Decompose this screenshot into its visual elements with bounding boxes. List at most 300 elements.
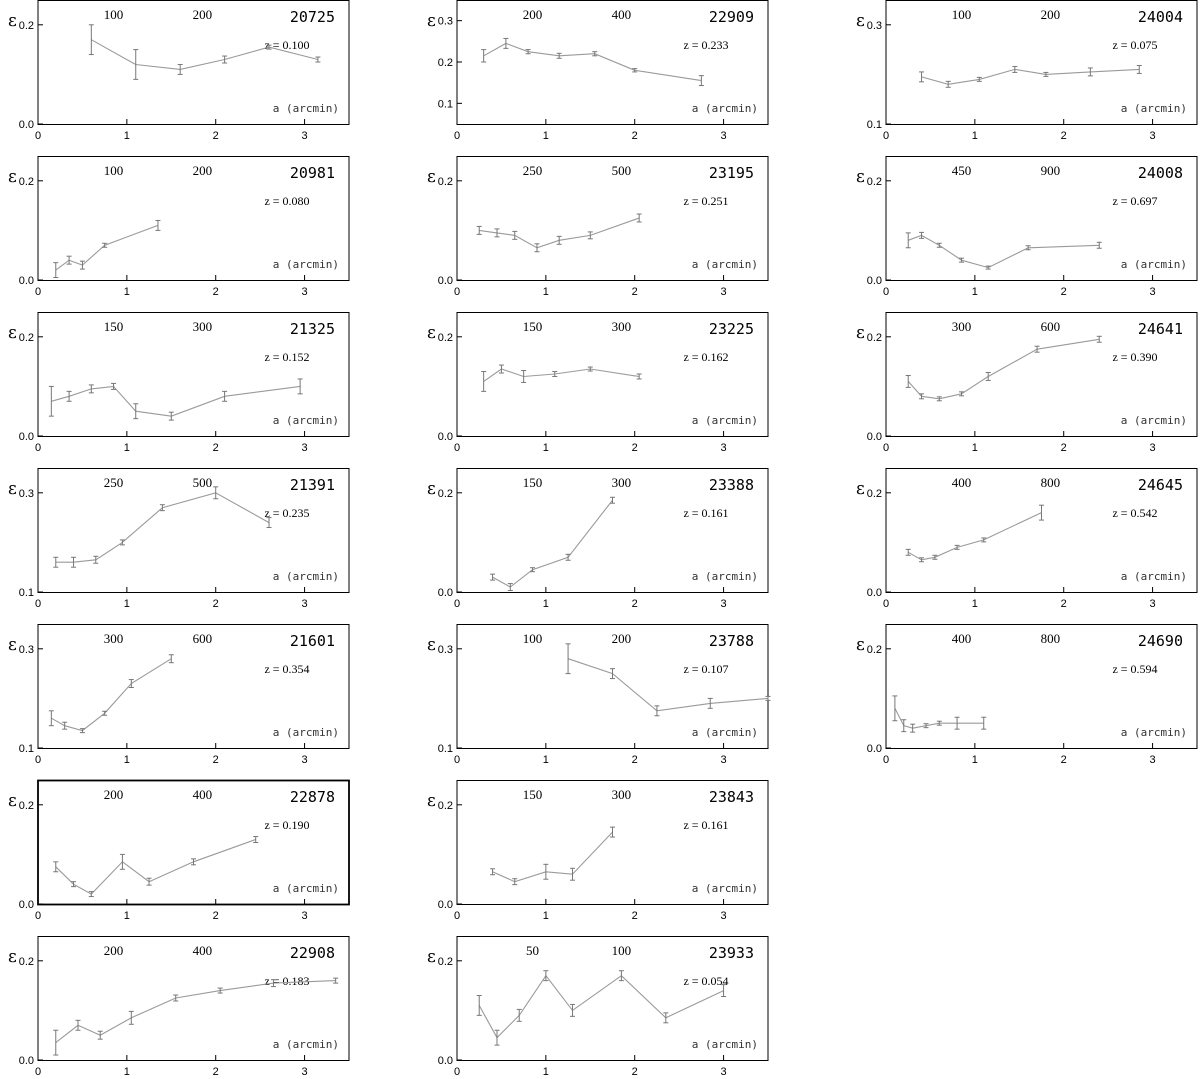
- data-point: [906, 375, 911, 387]
- x-tick-label: 3: [720, 910, 727, 922]
- x-tick-label: 0: [453, 286, 461, 298]
- x-tick-label: 3: [301, 754, 308, 766]
- epsilon-axis-label: ε: [8, 947, 17, 967]
- panel-23788: [427, 625, 771, 767]
- y-tick-label: 0.1: [18, 743, 34, 755]
- data-point: [637, 214, 642, 222]
- x-tick-label: 3: [1149, 754, 1156, 766]
- x-tick-label: 2: [212, 910, 219, 922]
- data-point: [481, 372, 486, 392]
- y-tick-label: 0.2: [437, 799, 453, 812]
- x-tick-label: 0: [882, 754, 890, 766]
- x-tick-label: 1: [542, 1066, 549, 1078]
- series-line: [568, 659, 768, 711]
- x-axis-label: a (arcmin): [691, 414, 758, 427]
- x-axis-label: a (arcmin): [691, 882, 758, 895]
- top-tick-label: 150: [103, 319, 124, 334]
- top-tick-label: 200: [103, 943, 124, 958]
- cluster-id-label: 23843: [708, 788, 754, 806]
- top-tick-label: 100: [103, 163, 124, 178]
- x-tick-label: 2: [631, 910, 638, 922]
- x-axis-label: a (arcmin): [691, 102, 758, 115]
- panel-24645: [856, 469, 1197, 611]
- data-point: [53, 263, 58, 278]
- panel-23388: [427, 469, 768, 611]
- data-point: [481, 50, 486, 62]
- x-axis-label: a (arcmin): [691, 258, 758, 271]
- y-tick-label: 0.3: [437, 15, 453, 28]
- y-tick-label: 0.0: [18, 275, 34, 287]
- data-point: [919, 232, 924, 238]
- x-tick-label: 3: [720, 442, 727, 454]
- data-point: [892, 696, 897, 721]
- cluster-id-label: 24004: [1137, 8, 1183, 26]
- x-tick-label: 2: [212, 442, 219, 454]
- top-tick-label: 300: [611, 787, 632, 802]
- epsilon-axis-label: ε: [427, 947, 436, 967]
- redshift-label: z = 0.107: [683, 662, 729, 676]
- x-tick-label: 3: [1149, 442, 1156, 454]
- data-point: [906, 233, 911, 248]
- x-axis-label: a (arcmin): [1120, 258, 1187, 271]
- series-line: [56, 981, 336, 1043]
- x-axis-label: a (arcmin): [272, 258, 339, 271]
- y-tick-label: 0.2: [866, 643, 882, 656]
- data-point: [155, 220, 160, 230]
- y-tick-label: 0.2: [18, 799, 34, 812]
- x-tick-label: 3: [1149, 286, 1156, 298]
- x-tick-label: 2: [1060, 598, 1067, 610]
- cluster-id-label: 24690: [1137, 632, 1183, 650]
- x-axis-label: a (arcmin): [272, 414, 339, 427]
- top-tick-label: 150: [522, 319, 543, 334]
- data-point: [80, 261, 85, 269]
- top-tick-label: 100: [611, 943, 632, 958]
- x-tick-label: 2: [631, 442, 638, 454]
- epsilon-axis-label: ε: [856, 635, 865, 655]
- data-point: [494, 1030, 499, 1045]
- x-tick-label: 3: [720, 130, 727, 142]
- x-tick-label: 0: [882, 442, 890, 454]
- x-tick-label: 0: [882, 598, 890, 610]
- top-tick-label: 800: [1040, 475, 1061, 490]
- x-tick-label: 0: [453, 1066, 461, 1078]
- y-tick-label: 0.2: [866, 175, 882, 188]
- top-tick-label: 200: [103, 787, 124, 802]
- epsilon-axis-label: ε: [427, 323, 436, 343]
- y-tick-label: 0.3: [437, 643, 453, 656]
- series-line: [908, 235, 1099, 267]
- x-tick-label: 2: [631, 754, 638, 766]
- redshift-label: z = 0.235: [264, 506, 310, 520]
- x-tick-label: 3: [301, 910, 308, 922]
- series-line: [908, 339, 1099, 399]
- x-axis-label: a (arcmin): [1120, 102, 1187, 115]
- data-point: [98, 1031, 103, 1039]
- panel-23933: [427, 937, 768, 1079]
- x-tick-label: 1: [123, 286, 130, 298]
- panel-24004: [856, 1, 1197, 143]
- series-line: [51, 659, 171, 731]
- top-tick-label: 100: [522, 631, 543, 646]
- y-tick-label: 0.2: [18, 175, 34, 188]
- redshift-label: z = 0.233: [683, 38, 729, 52]
- panel-20981: [8, 157, 349, 299]
- cluster-id-label: 24645: [1137, 476, 1183, 494]
- series-line: [493, 500, 613, 587]
- x-tick-label: 2: [1060, 130, 1067, 142]
- x-tick-label: 3: [1149, 130, 1156, 142]
- x-axis-label: a (arcmin): [272, 882, 339, 895]
- top-tick-label: 400: [951, 475, 972, 490]
- cluster-id-label: 23195: [708, 164, 754, 182]
- redshift-label: z = 0.054: [683, 974, 729, 988]
- y-tick-label: 0.2: [18, 955, 34, 968]
- y-tick-label: 0.0: [18, 431, 34, 443]
- x-tick-label: 3: [301, 1066, 308, 1078]
- y-tick-label: 0.0: [437, 899, 453, 911]
- panel-21391: [8, 469, 349, 611]
- top-tick-label: 250: [522, 163, 543, 178]
- cluster-id-label: 21601: [289, 632, 335, 650]
- x-tick-label: 1: [971, 442, 978, 454]
- epsilon-axis-label: ε: [8, 323, 17, 343]
- cluster-id-label: 24008: [1137, 164, 1183, 182]
- redshift-label: z = 0.161: [683, 506, 729, 520]
- cluster-id-label: 22909: [708, 8, 754, 26]
- panel-23195: [427, 157, 768, 299]
- top-tick-label: 150: [522, 787, 543, 802]
- x-tick-label: 2: [212, 754, 219, 766]
- x-tick-label: 1: [542, 130, 549, 142]
- y-tick-label: 0.2: [437, 955, 453, 968]
- y-tick-label: 0.2: [866, 331, 882, 344]
- x-tick-label: 0: [34, 442, 42, 454]
- x-tick-label: 3: [720, 754, 727, 766]
- panel-21601: [8, 625, 349, 767]
- data-point: [129, 1011, 134, 1024]
- top-tick-label: 400: [192, 943, 213, 958]
- x-tick-label: 2: [212, 130, 219, 142]
- redshift-label: z = 0.100: [264, 38, 310, 52]
- cluster-id-label: 23933: [708, 944, 754, 962]
- x-tick-label: 1: [123, 910, 130, 922]
- y-tick-label: 0.0: [18, 1055, 34, 1067]
- y-tick-label: 0.1: [866, 119, 882, 131]
- redshift-label: z = 0.183: [264, 974, 310, 988]
- x-tick-label: 0: [453, 910, 461, 922]
- x-tick-label: 0: [34, 598, 42, 610]
- redshift-label: z = 0.075: [1112, 38, 1158, 52]
- x-tick-label: 2: [1060, 442, 1067, 454]
- y-tick-label: 0.0: [437, 431, 453, 443]
- data-point: [490, 869, 495, 875]
- data-point: [490, 574, 495, 580]
- epsilon-axis-label: ε: [856, 479, 865, 499]
- epsilon-axis-label: ε: [427, 635, 436, 655]
- x-tick-label: 3: [720, 598, 727, 610]
- redshift-label: z = 0.080: [264, 194, 310, 208]
- data-point: [663, 1013, 668, 1023]
- top-tick-label: 500: [611, 163, 632, 178]
- cluster-id-label: 20981: [289, 164, 335, 182]
- series-line: [484, 43, 702, 80]
- y-tick-label: 0.1: [437, 743, 453, 755]
- top-tick-label: 300: [103, 631, 124, 646]
- y-tick-label: 0.0: [866, 431, 882, 443]
- series-line: [908, 513, 1041, 560]
- data-point: [517, 1009, 522, 1021]
- top-tick-label: 300: [192, 319, 213, 334]
- top-tick-label: 400: [951, 631, 972, 646]
- x-tick-label: 1: [971, 754, 978, 766]
- top-tick-label: 300: [951, 319, 972, 334]
- y-tick-label: 0.1: [18, 587, 34, 599]
- redshift-label: z = 0.190: [264, 818, 310, 832]
- top-tick-label: 200: [192, 7, 213, 22]
- x-tick-label: 2: [631, 286, 638, 298]
- panel-24008: [856, 157, 1197, 299]
- cluster-id-label: 23225: [708, 320, 754, 338]
- top-tick-label: 100: [103, 7, 124, 22]
- redshift-label: z = 0.152: [264, 350, 310, 364]
- x-tick-label: 0: [34, 130, 42, 142]
- data-point: [503, 38, 508, 48]
- data-point: [906, 549, 911, 555]
- redshift-label: z = 0.162: [683, 350, 729, 364]
- x-tick-label: 1: [971, 286, 978, 298]
- x-tick-label: 0: [34, 286, 42, 298]
- y-tick-label: 0.2: [866, 487, 882, 500]
- panel-21325: [8, 313, 349, 455]
- y-tick-label: 0.0: [866, 587, 882, 599]
- data-point: [89, 25, 94, 55]
- y-tick-label: 0.0: [18, 899, 34, 911]
- redshift-label: z = 0.697: [1112, 194, 1158, 208]
- x-axis-label: a (arcmin): [691, 570, 758, 583]
- top-tick-label: 50: [526, 943, 540, 958]
- x-tick-label: 3: [301, 442, 308, 454]
- epsilon-axis-label: ε: [8, 791, 17, 811]
- x-axis-label: a (arcmin): [272, 1038, 339, 1051]
- top-tick-label: 300: [611, 319, 632, 334]
- cluster-id-label: 23388: [708, 476, 754, 494]
- data-point: [1039, 505, 1044, 520]
- data-point: [147, 878, 152, 885]
- data-point: [610, 827, 615, 837]
- top-tick-label: 250: [103, 475, 124, 490]
- x-tick-label: 1: [542, 754, 549, 766]
- y-tick-label: 0.1: [437, 98, 453, 111]
- x-tick-label: 3: [720, 286, 727, 298]
- x-tick-label: 1: [123, 1066, 130, 1078]
- x-tick-label: 2: [1060, 754, 1067, 766]
- x-tick-label: 2: [631, 598, 638, 610]
- data-point: [986, 373, 991, 381]
- x-tick-label: 2: [212, 286, 219, 298]
- top-tick-label: 200: [192, 163, 213, 178]
- x-tick-label: 2: [212, 1066, 219, 1078]
- epsilon-axis-label: ε: [856, 11, 865, 31]
- x-tick-label: 1: [123, 442, 130, 454]
- epsilon-axis-label: ε: [427, 791, 436, 811]
- y-tick-label: 0.2: [18, 331, 34, 344]
- series-line: [484, 369, 640, 381]
- panel-24690: [856, 625, 1197, 767]
- epsilon-axis-label: ε: [856, 167, 865, 187]
- redshift-label: z = 0.161: [683, 818, 729, 832]
- x-tick-label: 2: [631, 1066, 638, 1078]
- cluster-id-label: 21325: [289, 320, 335, 338]
- data-point: [610, 669, 615, 679]
- data-point: [53, 1030, 58, 1055]
- x-axis-label: a (arcmin): [1120, 570, 1187, 583]
- data-point: [53, 862, 58, 872]
- x-tick-label: 1: [123, 130, 130, 142]
- epsilon-axis-label: ε: [8, 635, 17, 655]
- cluster-id-label: 23788: [708, 632, 754, 650]
- top-tick-label: 200: [1040, 7, 1061, 22]
- top-tick-label: 200: [522, 7, 543, 22]
- top-tick-label: 600: [192, 631, 213, 646]
- x-tick-label: 0: [34, 1066, 42, 1078]
- cluster-id-label: 21391: [289, 476, 335, 494]
- redshift-label: z = 0.542: [1112, 506, 1158, 520]
- y-tick-label: 0.2: [18, 19, 34, 32]
- y-tick-label: 0.2: [437, 487, 453, 500]
- series-line: [56, 840, 256, 895]
- epsilon-axis-label: ε: [427, 11, 436, 31]
- series-line: [922, 69, 1140, 84]
- panel-23843: [427, 781, 768, 923]
- x-tick-label: 1: [542, 910, 549, 922]
- data-point: [120, 854, 125, 869]
- x-tick-label: 1: [542, 442, 549, 454]
- x-tick-label: 3: [720, 1066, 727, 1078]
- x-tick-label: 2: [212, 598, 219, 610]
- series-line: [493, 832, 613, 882]
- top-tick-label: 150: [522, 475, 543, 490]
- x-tick-label: 0: [453, 598, 461, 610]
- panel-20725: [8, 1, 349, 143]
- cluster-id-label: 22878: [289, 788, 335, 806]
- data-point: [67, 256, 72, 264]
- cluster-id-label: 22908: [289, 944, 335, 962]
- y-tick-label: 0.3: [18, 643, 34, 656]
- y-tick-label: 0.0: [437, 587, 453, 599]
- series-line: [51, 386, 300, 416]
- top-tick-label: 400: [192, 787, 213, 802]
- x-tick-label: 0: [453, 442, 461, 454]
- top-tick-label: 600: [1040, 319, 1061, 334]
- top-tick-label: 200: [611, 631, 632, 646]
- y-tick-label: 0.0: [866, 743, 882, 755]
- y-tick-label: 0.2: [437, 57, 453, 69]
- x-tick-label: 0: [453, 754, 461, 766]
- cluster-id-label: 24641: [1137, 320, 1183, 338]
- x-tick-label: 2: [1060, 286, 1067, 298]
- panel-22878: [8, 781, 349, 923]
- x-tick-label: 2: [631, 130, 638, 142]
- y-tick-label: 0.0: [437, 275, 453, 287]
- data-point: [570, 1004, 575, 1016]
- data-point: [508, 584, 513, 591]
- x-tick-label: 1: [971, 598, 978, 610]
- y-tick-label: 0.0: [437, 1055, 453, 1067]
- x-tick-label: 1: [542, 598, 549, 610]
- data-point: [169, 655, 174, 663]
- epsilon-axis-label: ε: [8, 479, 17, 499]
- x-axis-label: a (arcmin): [272, 102, 339, 115]
- top-tick-label: 400: [611, 7, 632, 22]
- top-tick-label: 900: [1040, 163, 1061, 178]
- cluster-id-label: 20725: [289, 8, 335, 26]
- x-axis-label: a (arcmin): [272, 570, 339, 583]
- epsilon-axis-label: ε: [8, 11, 17, 31]
- x-tick-label: 0: [882, 286, 890, 298]
- x-axis-label: a (arcmin): [1120, 726, 1187, 739]
- redshift-label: z = 0.390: [1112, 350, 1158, 364]
- y-tick-label: 0.0: [866, 275, 882, 287]
- top-tick-label: 500: [192, 475, 213, 490]
- redshift-label: z = 0.354: [264, 662, 310, 676]
- x-tick-label: 0: [34, 754, 42, 766]
- x-tick-label: 0: [882, 130, 890, 142]
- x-tick-label: 3: [301, 598, 308, 610]
- data-point: [253, 837, 258, 843]
- x-tick-label: 3: [301, 130, 308, 142]
- panel-24641: [856, 313, 1197, 455]
- top-tick-label: 450: [951, 163, 972, 178]
- x-axis-label: a (arcmin): [1120, 414, 1187, 427]
- panel-22908: [8, 937, 349, 1079]
- panel-23225: [427, 313, 768, 455]
- top-tick-label: 100: [951, 7, 972, 22]
- top-tick-label: 800: [1040, 631, 1061, 646]
- x-axis-label: a (arcmin): [691, 726, 758, 739]
- y-tick-label: 0.2: [437, 175, 453, 188]
- epsilon-axis-label: ε: [427, 479, 436, 499]
- x-tick-label: 1: [971, 130, 978, 142]
- x-tick-label: 0: [453, 130, 461, 142]
- data-point: [75, 1020, 80, 1030]
- data-point: [619, 971, 624, 981]
- x-tick-label: 1: [123, 598, 130, 610]
- redshift-label: z = 0.594: [1112, 662, 1158, 676]
- y-tick-label: 0.2: [437, 331, 453, 344]
- data-point: [191, 859, 196, 865]
- x-tick-label: 3: [301, 286, 308, 298]
- data-point: [49, 711, 54, 726]
- x-axis-label: a (arcmin): [691, 1038, 758, 1051]
- y-tick-label: 0.3: [866, 19, 882, 32]
- x-axis-label: a (arcmin): [272, 726, 339, 739]
- x-tick-label: 3: [1149, 598, 1156, 610]
- top-tick-label: 300: [611, 475, 632, 490]
- data-point: [477, 996, 482, 1016]
- panel-22909: [427, 1, 768, 143]
- data-point: [129, 680, 134, 688]
- epsilon-axis-label: ε: [856, 323, 865, 343]
- y-tick-label: 0.0: [18, 119, 34, 131]
- x-tick-label: 1: [123, 754, 130, 766]
- epsilon-axis-label: ε: [8, 167, 17, 187]
- series-line: [56, 493, 269, 562]
- redshift-label: z = 0.251: [683, 194, 729, 208]
- x-tick-label: 1: [542, 286, 549, 298]
- y-tick-label: 0.3: [18, 487, 34, 500]
- x-tick-label: 0: [34, 910, 42, 922]
